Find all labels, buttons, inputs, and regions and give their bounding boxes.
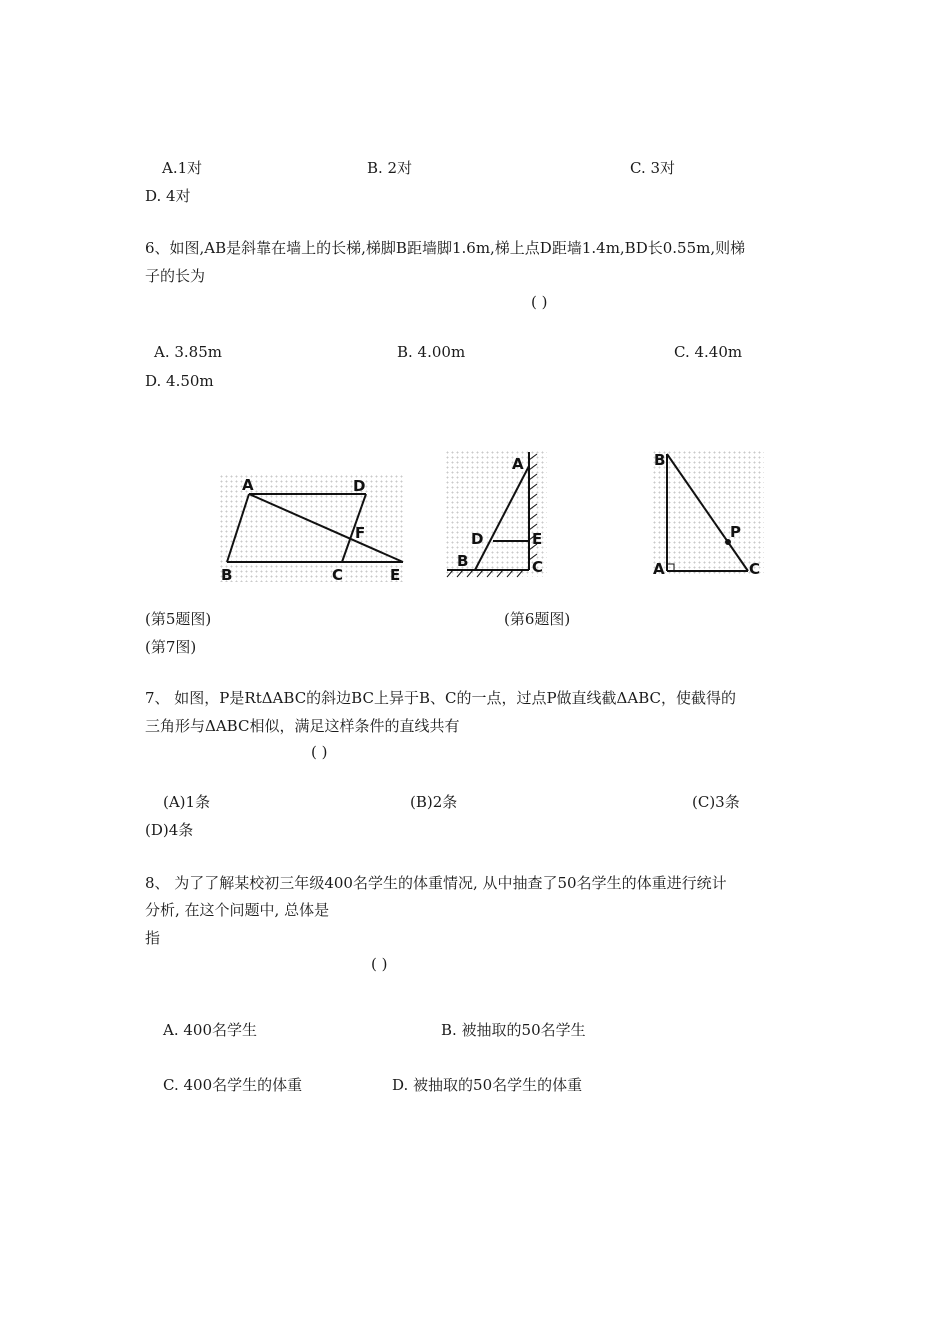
fig6-label-a: A	[512, 455, 524, 473]
fig6-ground-hatching	[447, 570, 523, 577]
q8-stem-line1: 8、 为了了解某校初三年级400名学生的体重情况, 从中抽查了50名学生的体重进行统计	[145, 874, 727, 892]
q5-option-d: D. 4对	[145, 187, 191, 205]
fig5-label-b: B	[221, 566, 233, 584]
q5-option-a: A.1对	[162, 159, 203, 177]
fig7-label-b: B	[654, 451, 666, 469]
fig5-label-d: D	[353, 477, 366, 495]
fig6-label-e: E	[532, 530, 543, 548]
fig6-ladder-ab	[475, 466, 529, 570]
q5-option-b: B. 2对	[367, 159, 413, 177]
fig5-label-e: E	[390, 566, 401, 584]
q7-stem-line2: 三角形与ΔABC相似，满足这样条件的直线共有	[145, 717, 460, 735]
caption-figure-5: (第5题图)	[145, 610, 212, 628]
q7-answer-bracket: ( )	[311, 743, 328, 761]
q6-option-c: C. 4.40m	[674, 343, 743, 361]
fig5-segment-ae	[249, 494, 403, 562]
q7-option-a: (A)1条	[163, 793, 211, 811]
q6-stem-line2: 子的长为	[145, 267, 206, 285]
fig7-label-c: C	[749, 560, 761, 578]
figure-5	[219, 474, 404, 582]
q8-option-c: C. 400名学生的体重	[163, 1076, 303, 1094]
caption-figure-6: (第6题图)	[504, 610, 571, 628]
q6-stem-line1: 6、如图,AB是斜靠在墙上的长梯,梯脚B距墙脚1.6m,梯上点D距墙1.4m,BD长0.55m,则梯	[145, 239, 746, 257]
q8-stem-line3: 指	[145, 929, 161, 947]
q7-option-b: (B)2条	[410, 793, 458, 811]
fig7-hypotenuse-bc	[667, 454, 748, 571]
fig5-label-c: C	[332, 566, 344, 584]
q8-stem-line2: 分析, 在这个问题中, 总体是	[145, 901, 330, 919]
fig7-label-a: A	[653, 560, 665, 578]
fig6-label-d: D	[471, 530, 484, 548]
q5-option-c: C. 3对	[630, 159, 676, 177]
q6-option-b: B. 4.00m	[397, 343, 466, 361]
fig5-label-f: F	[355, 524, 366, 542]
figure-7	[652, 450, 764, 576]
q6-answer-bracket: ( )	[531, 293, 548, 311]
q8-option-a: A. 400名学生	[163, 1021, 257, 1039]
q8-answer-bracket: ( )	[371, 955, 388, 973]
caption-figure-7: (第7图)	[145, 638, 197, 656]
fig6-label-c: C	[532, 558, 544, 576]
fig5-label-a: A	[242, 476, 254, 494]
q7-option-d: (D)4条	[145, 821, 194, 839]
fig5-segment-ab	[227, 494, 249, 562]
q8-option-d: D. 被抽取的50名学生的体重	[392, 1076, 583, 1094]
fig6-label-b: B	[457, 552, 469, 570]
q8-option-b: B. 被抽取的50名学生	[441, 1021, 586, 1039]
q7-option-c: (C)3条	[692, 793, 740, 811]
q6-option-a: A. 3.85m	[154, 343, 222, 361]
q7-stem-line1: 7、 如图，P是RtΔABC的斜边BC上异于B、C的一点，过点P做直线截ΔABC，使截得的	[145, 689, 736, 707]
fig7-label-p: P	[730, 523, 741, 541]
figure-6	[445, 450, 547, 577]
fig7-right-angle-mark	[667, 564, 674, 571]
q6-option-d: D. 4.50m	[145, 372, 214, 390]
